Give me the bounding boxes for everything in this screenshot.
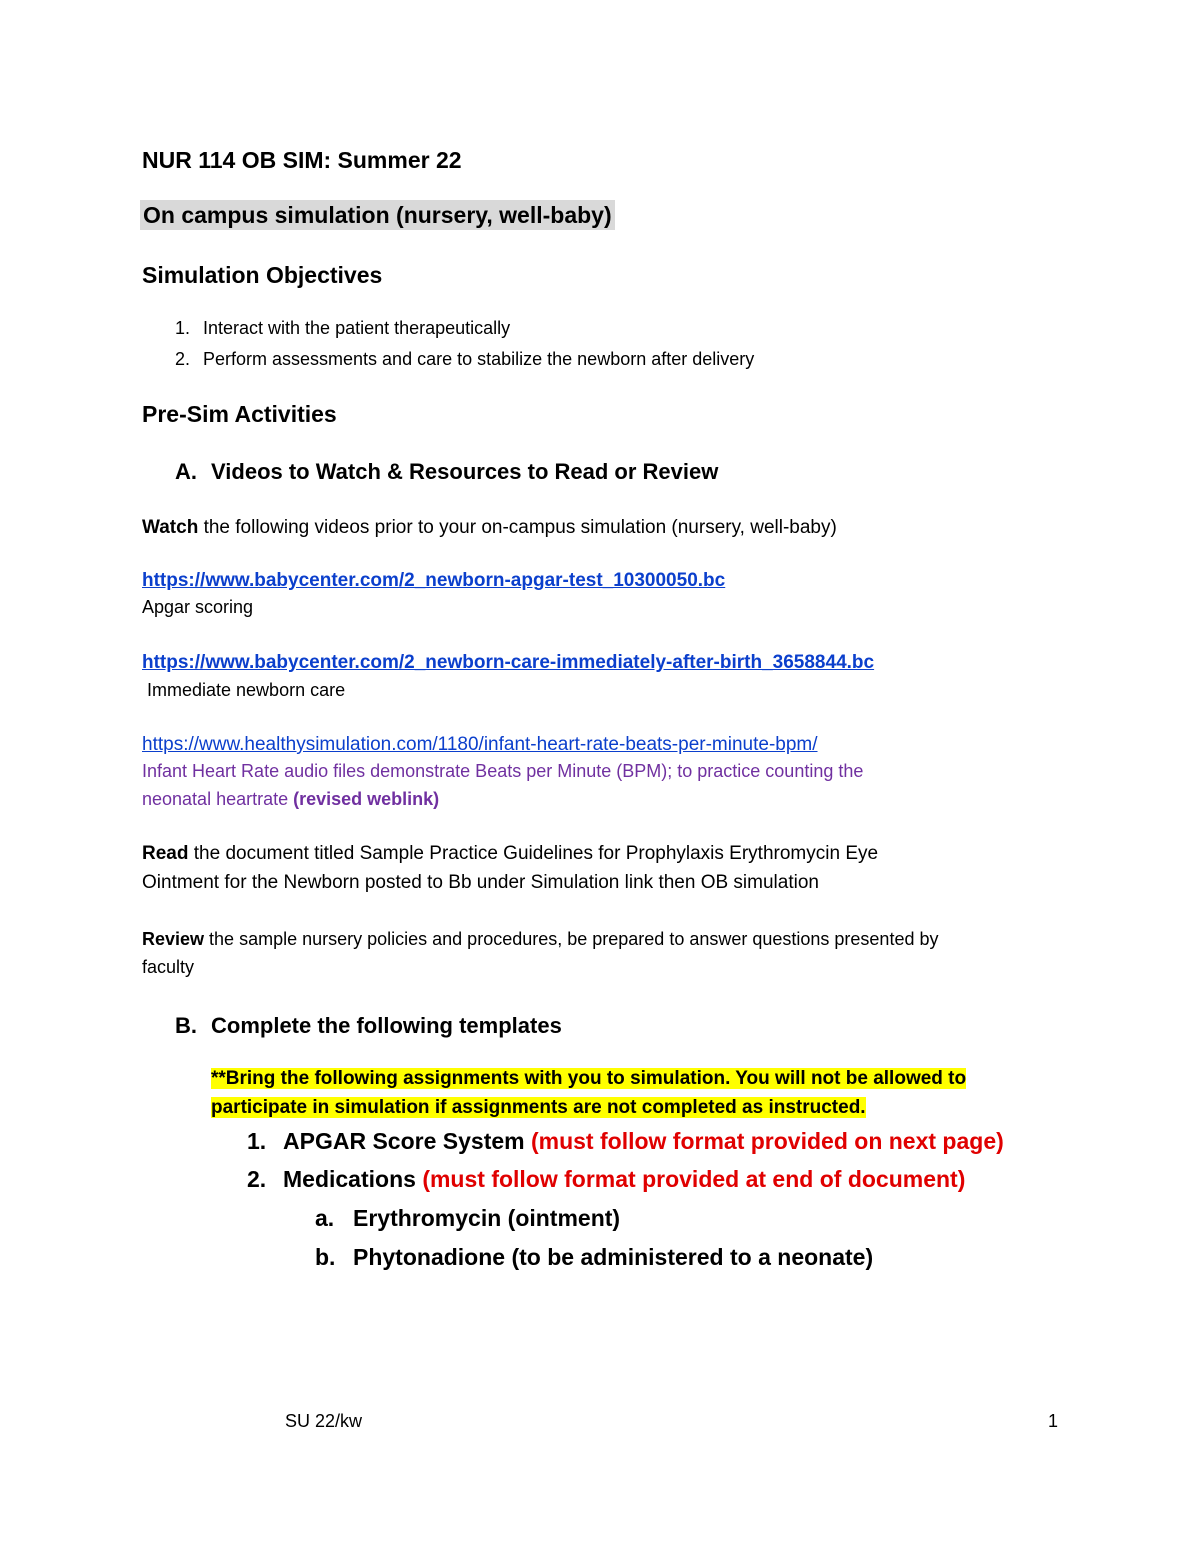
item-label: APGAR Score System — [283, 1128, 531, 1154]
heart-rate-caption-line2 — [142, 789, 439, 810]
medication-subitem-erythromycin — [315, 1205, 620, 1232]
section-b-heading — [175, 1013, 562, 1039]
section-a-title: Videos to Watch & Resources to Read or Review — [211, 459, 719, 484]
subtitle-highlight: On campus simulation (nursery, well-baby) — [140, 200, 615, 230]
link-apgar[interactable] — [142, 570, 725, 592]
subitem-label: Erythromycin (ointment) — [353, 1205, 621, 1231]
presim-heading: Pre-Sim Activities — [142, 401, 337, 427]
heart-rate-caption: Infant Heart Rate audio files demonstrate Beats per Minute (BPM); to practice counting the — [142, 761, 864, 781]
objective-item — [175, 318, 510, 339]
read-instruction-line2: Ointment for the Newborn posted to Bb under Simulation link then OB simulation — [142, 872, 819, 893]
watch-instruction — [142, 517, 837, 539]
read-text: the document titled Sample Practice Guidelines for Prophylaxis Erythromycin Eye — [188, 843, 879, 864]
template-item-apgar — [247, 1128, 1004, 1155]
bring-notice — [211, 1068, 966, 1090]
revised-weblink-note: (revised weblink) — [293, 789, 440, 809]
read-label: Read — [142, 843, 189, 864]
item-format-note: (must follow format provided on next page) — [530, 1128, 1004, 1154]
document-subtitle — [140, 202, 615, 229]
objective-number: 2. — [175, 349, 191, 369]
link-heart-rate[interactable] — [142, 734, 818, 756]
subitem-letter: b. — [315, 1244, 336, 1270]
review-text: the sample nursery policies and procedures, be prepared to answer questions presented by — [204, 929, 939, 949]
subitem-letter: a. — [315, 1205, 335, 1231]
review-instruction — [142, 929, 938, 950]
link-newborn-care[interactable] — [142, 652, 874, 674]
objectives-heading: Simulation Objectives — [142, 262, 383, 288]
objective-item — [175, 349, 754, 370]
review-label: Review — [142, 929, 205, 949]
link-caption: Apgar scoring — [142, 597, 254, 617]
review-instruction-line2: faculty — [142, 957, 195, 977]
notice-line: participate in simulation if assignments are not completed as instructed. — [211, 1097, 866, 1118]
footer-page-number: 1 — [1048, 1411, 1059, 1431]
item-number: 2. — [247, 1166, 267, 1192]
template-item-medications — [247, 1166, 965, 1193]
notice-line: **Bring the following assignments with you to simulation. You will not be allowed to — [211, 1068, 967, 1089]
section-a-letter: A. — [175, 459, 197, 484]
watch-text: the following videos prior to your on-campus simulation (nursery, well-baby) — [198, 517, 837, 538]
section-b-letter: B. — [175, 1013, 197, 1038]
objective-text: Interact with the patient therapeutically — [203, 318, 511, 338]
objective-number: 1. — [175, 318, 191, 338]
item-format-note: (must follow format provided at end of document) — [422, 1166, 966, 1192]
read-instruction — [142, 843, 878, 865]
footer-author: SU 22/kw — [285, 1411, 363, 1431]
item-number: 1. — [247, 1128, 267, 1154]
section-b-title: Complete the following templates — [211, 1013, 562, 1038]
objective-text: Perform assessments and care to stabilize the newborn after delivery — [203, 349, 755, 369]
section-a-heading — [175, 459, 718, 485]
watch-label: Watch — [142, 517, 199, 538]
link-caption: Immediate newborn care — [142, 680, 346, 700]
apgar-link[interactable]: https://www.babycenter.com/2_newborn-apgar-test_10300050.bc — [142, 570, 726, 591]
newborn-care-link[interactable]: https://www.babycenter.com/2_newborn-care-immediately-after-birth_3658844.bc — [142, 652, 875, 673]
bring-notice-line2 — [211, 1097, 866, 1119]
medication-subitem-phytonadione — [315, 1244, 873, 1271]
caption-text: neonatal heartrate — [142, 789, 294, 809]
subitem-label: Phytonadione (to be administered to a neonate) — [353, 1244, 874, 1270]
item-label: Medications — [283, 1166, 423, 1192]
heart-rate-link[interactable]: https://www.healthysimulation.com/1180/infant-heart-rate-beats-per-minute-bpm/ — [142, 734, 818, 755]
document-title: NUR 114 OB SIM: Summer 22 — [142, 147, 462, 173]
